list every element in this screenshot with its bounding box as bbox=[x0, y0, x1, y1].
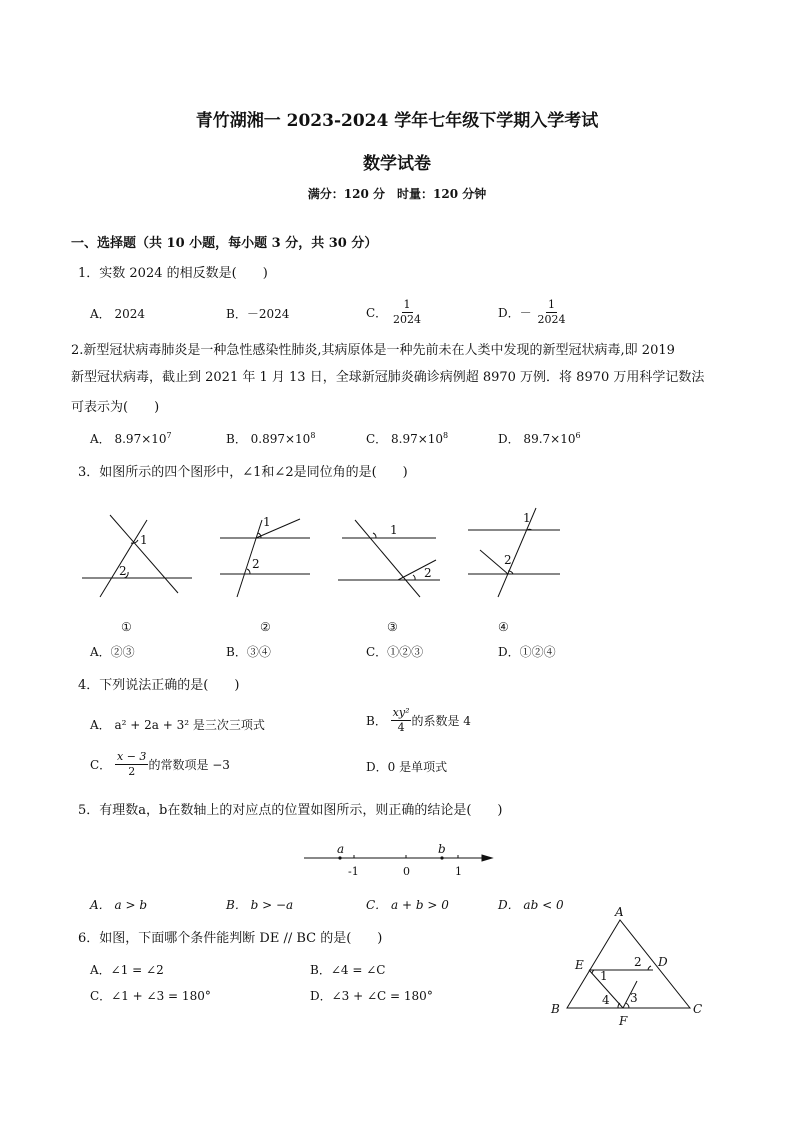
vertex-f: F bbox=[619, 1014, 628, 1028]
angle1-label: 1 bbox=[600, 969, 608, 983]
q1-d-numerator: 1 bbox=[547, 298, 555, 311]
tick-label-minus-1: -1 bbox=[348, 865, 359, 878]
angle4-arc bbox=[618, 1003, 620, 1008]
fig3-angle1-arc bbox=[373, 533, 376, 538]
q4-b-denominator: 4 bbox=[397, 721, 405, 734]
exam-title: 青竹湖湘一 2023-2024 学年七年级下学期入学考试 bbox=[195, 111, 599, 131]
q1-c-numerator: 1 bbox=[403, 298, 411, 311]
point-a-dot bbox=[338, 856, 341, 859]
q5-option-b: B． b > −a bbox=[226, 898, 294, 912]
q4-c-numerator: x − 3 bbox=[117, 750, 147, 763]
angle1-arc bbox=[592, 970, 594, 974]
tick-label-1: 1 bbox=[455, 865, 462, 878]
fig2-angle1-label: 1 bbox=[263, 515, 271, 529]
vertex-b: B bbox=[551, 1002, 560, 1016]
q1-option-b: B．－2024 bbox=[226, 307, 290, 321]
q4-stem: 4．下列说法正确的是( ) bbox=[78, 678, 240, 693]
exam-meta: 满分：120 分 时量：120 分钟 bbox=[307, 187, 487, 201]
q1-option-c-fraction bbox=[391, 298, 423, 327]
angle2-label: 2 bbox=[634, 955, 642, 969]
q3-figure-2 bbox=[220, 519, 310, 597]
q2-option-d bbox=[498, 430, 581, 447]
q1-stem: 1．实数 2024 的相反数是( ) bbox=[78, 266, 268, 281]
q3-option-c: C．①②③ bbox=[366, 645, 424, 659]
q4-b-numerator: xy² bbox=[392, 706, 410, 719]
q3-figure-4 bbox=[468, 508, 560, 597]
vertex-e: E bbox=[575, 958, 584, 972]
exam-subtitle: 数学试卷 bbox=[363, 154, 431, 174]
q1-d-denominator: 2024 bbox=[537, 313, 566, 326]
angle4-label: 4 bbox=[602, 993, 610, 1007]
vertex-c: C bbox=[693, 1002, 703, 1016]
q1-option-a: A． 2024 bbox=[90, 307, 146, 321]
fig1-angle2-label: 2 bbox=[119, 564, 127, 578]
q2-c-text: C． 8.97×10 bbox=[366, 432, 444, 446]
vertex-d: D bbox=[658, 955, 668, 969]
number-line-arrow-icon bbox=[482, 855, 492, 861]
q2-option-b bbox=[226, 430, 315, 447]
point-b-dot bbox=[440, 856, 443, 859]
tick-label-0: 0 bbox=[403, 865, 410, 878]
q2-a-text: A． 8.97×10 bbox=[90, 432, 167, 446]
fig1-transversal-b bbox=[110, 515, 178, 593]
q2-d-text: D． 89.7×10 bbox=[498, 432, 576, 446]
q4-option-c bbox=[90, 750, 230, 779]
q4-c-denominator: 2 bbox=[128, 765, 136, 778]
q3-option-d: D．①②④ bbox=[498, 645, 556, 659]
q2-a-exponent: 7 bbox=[166, 431, 172, 440]
fig3-label: ③ bbox=[387, 620, 398, 634]
fig3-angle2-label: 2 bbox=[424, 566, 432, 580]
q2-line-2: 新型冠状病毒，截止到 2021 年 1 月 13 日，全球新冠肺炎确诊病例超 8970 万例．将 8970 万用科学记数法 bbox=[71, 370, 705, 385]
q3-option-a: A．②③ bbox=[90, 645, 135, 659]
q2-option-c bbox=[366, 430, 448, 447]
fig2-angle2-arc bbox=[247, 569, 250, 574]
q2-d-exponent: 6 bbox=[575, 431, 581, 440]
q2-b-text: B． 0.897×10 bbox=[226, 432, 311, 446]
q4-option-a: A． a² + 2a + 3² 是三次三项式 bbox=[90, 718, 265, 732]
angle3-label: 3 bbox=[630, 991, 638, 1005]
q4-b-tail: 的系数是 4 bbox=[411, 714, 471, 728]
q4-option-b bbox=[366, 706, 471, 735]
q4-c-label: C． bbox=[90, 758, 112, 772]
section-heading: 一、选择题（共 10 小题，每小题 3 分，共 30 分） bbox=[71, 236, 378, 251]
q5-option-a: A． a > b bbox=[90, 898, 148, 912]
q1-option-c-label: C． bbox=[366, 306, 388, 320]
fig3-transversal bbox=[355, 520, 420, 597]
q2-option-a bbox=[90, 430, 172, 447]
q6-option-d: D．∠3 + ∠C = 180° bbox=[310, 989, 433, 1003]
q2-c-exponent: 8 bbox=[443, 431, 449, 440]
point-b-label: b bbox=[438, 842, 446, 856]
q6-option-b: B．∠4 = ∠C bbox=[310, 963, 386, 977]
fig4-label: ④ bbox=[498, 620, 509, 634]
fig3-angle1-label: 1 bbox=[390, 523, 398, 537]
q4-c-fraction bbox=[115, 750, 148, 779]
q5-stem: 5．有理数a，b在数轴上的对应点的位置如图所示，则正确的结论是( ) bbox=[78, 803, 503, 818]
q5-option-d: D． ab < 0 bbox=[498, 898, 564, 912]
q1-option-d-fraction bbox=[535, 298, 567, 327]
q3-stem: 3．如图所示的四个图形中，∠1和∠2是同位角的是( ) bbox=[78, 465, 408, 480]
fig3-angle2-arc bbox=[413, 575, 415, 580]
fig1-angle1-label: 1 bbox=[140, 533, 148, 547]
q4-c-tail: 的常数项是 −3 bbox=[148, 758, 230, 772]
q3-figure-1 bbox=[82, 515, 192, 597]
q3-figures bbox=[70, 500, 570, 640]
q4-b-fraction bbox=[391, 706, 412, 735]
q2-line-1: 2.新型冠状病毒肺炎是一种急性感染性肺炎,其病原体是一种先前未在人类中发现的新型冠状病毒,即 2019 bbox=[71, 343, 675, 358]
angle2-arc bbox=[648, 966, 651, 970]
q5-option-c: C． a + b > 0 bbox=[366, 898, 449, 912]
q3-figure-3 bbox=[338, 520, 440, 597]
q1-option-d-label: D．－ bbox=[498, 306, 532, 320]
triangle-abc bbox=[567, 920, 690, 1008]
fig4-angle2-label: 2 bbox=[504, 553, 512, 567]
q3-option-b: B．③④ bbox=[226, 645, 271, 659]
q6-stem: 6．如图，下面哪个条件能判断 DE // BC 的是( ) bbox=[78, 931, 383, 946]
fig2-label: ② bbox=[260, 620, 271, 634]
q4-option-d: D．0 是单项式 bbox=[366, 760, 448, 774]
fig4-angle1-label: 1 bbox=[523, 511, 531, 525]
q6-option-c: C．∠1 + ∠3 = 180° bbox=[90, 989, 211, 1003]
q5-number-line bbox=[296, 838, 501, 880]
point-a-label: a bbox=[337, 842, 345, 856]
q2-b-exponent: 8 bbox=[310, 431, 316, 440]
fig1-transversal-a bbox=[100, 520, 147, 597]
fig2-angle2-label: 2 bbox=[252, 557, 260, 571]
q1-option-d bbox=[498, 298, 567, 327]
fig1-label: ① bbox=[121, 620, 132, 634]
q6-option-a: A．∠1 = ∠2 bbox=[90, 963, 164, 977]
vertex-a: A bbox=[615, 905, 624, 919]
q1-c-denominator: 2024 bbox=[393, 313, 422, 326]
angle3-arc bbox=[626, 1003, 629, 1008]
q4-b-label: B． bbox=[366, 714, 387, 728]
q1-option-c bbox=[366, 298, 423, 327]
q2-line-3: 可表示为( ) bbox=[71, 400, 160, 415]
q6-triangle-figure bbox=[545, 902, 715, 1032]
